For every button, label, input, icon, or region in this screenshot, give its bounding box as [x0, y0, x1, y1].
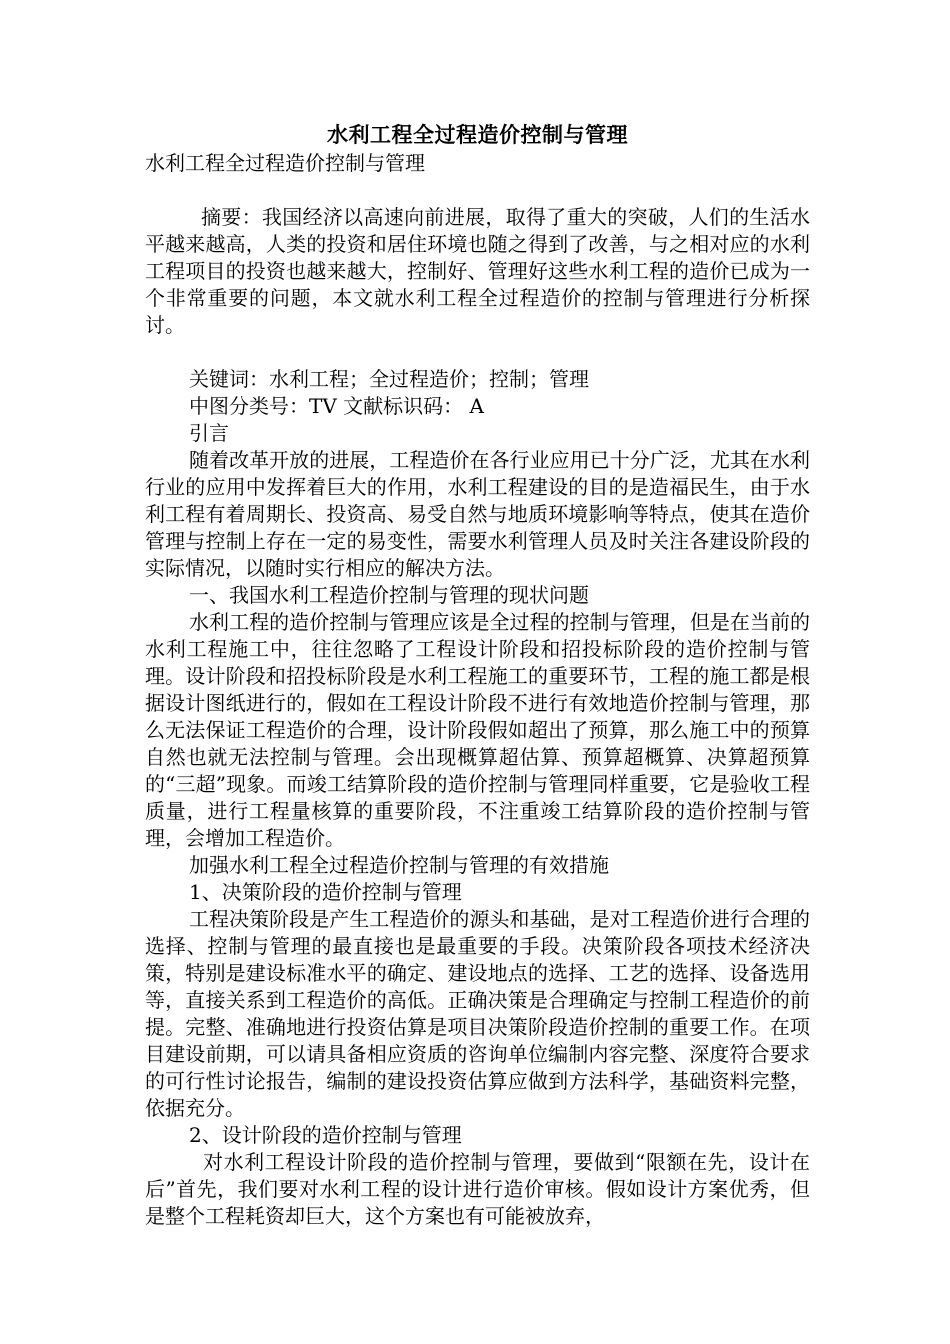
- subsection2-heading: 2、设计阶段的造价控制与管理: [189, 1123, 462, 1147]
- classification-line: 中图分类号：TV 文献标识码： A: [189, 394, 484, 418]
- intro-paragraph: 随着改革开放的进展，工程造价在各行业应用已十分广泛，尤其在水利行业的应用中发挥着巨大的作用，水利工程建设的目的是造福民生，由于水利工程有着周期长、投资高、易受自然与地质环境影响等特点，使其在造价管理与控制上存在一定的易变性，需要水利管理人员及时关注各建设阶段的实际情况，以随时实行相应的解决方法。: [145, 448, 810, 580]
- document-title: 水利工程全过程造价控制与管理: [327, 123, 628, 147]
- section1-heading: 一、我国水利工程造价控制与管理的现状问题: [189, 583, 589, 607]
- subsection1-heading: 1、决策阶段的造价控制与管理: [189, 880, 462, 904]
- subsection2-paragraph: 对水利工程设计阶段的造价控制与管理，要做到“限额在先，设计在后”首先，我们要对水利工程的设计进行造价审核。假如设计方案优秀，但是整个工程耗资却巨大，这个方案也有可能被放弃，: [145, 1150, 810, 1228]
- keywords-line: 关键词：水利工程；全过程造价；控制；管理: [189, 367, 589, 391]
- document-page: [145, 120, 810, 1230]
- subsection1-paragraph: 工程决策阶段是产生工程造价的源头和基础，是对工程造价进行合理的选择、控制与管理的最直接也是最重要的手段。决策阶段各项技术经济决策，特别是建设标准水平的确定、建设地点的选择、工艺的选择、设备选用等，直接关系到工程造价的高低。正确决策是合理确定与控制工程造价的前提。完整、准确地进行投资估算是项目决策阶段造价控制的重要工作。在项目建设前期，可以请具备相应资质的咨询单位编制内容完整、深度符合要求的可行性讨论报告，编制的建设投资估算应做到方法科学，基础资料完整，依据充分。: [145, 907, 810, 1120]
- section1-paragraph: 水利工程的造价控制与管理应该是全过程的控制与管理，但是在当前的水利工程施工中，往往忽略了工程设计阶段和招投标阶段的造价控制与管理。设计阶段和招投标阶段是水利工程施工的重要环节，工程的施工都是根据设计图纸进行的，假如在工程设计阶段不进行有效地造价控制与管理，那么无法保证工程造价的合理，设计阶段假如超出了预算，那么施工中的预算自然也就无法控制与管理。会出现概算超估算、预算超概算、决算超预算的“三超”现象。而竣工结算阶段的造价控制与管理同样重要，它是验收工程质量，进行工程量核算的重要阶段，不注重竣工结算阶段的造价控制与管理，会增加工程造价。: [145, 610, 810, 850]
- intro-heading: 引言: [189, 421, 229, 445]
- spacer: [145, 177, 810, 204]
- section2-heading: 加强水利工程全过程造价控制与管理的有效措施: [189, 853, 609, 877]
- abstract-paragraph: 摘要：我国经济以高速向前进展，取得了重大的突破，人们的生活水平越来越高，人类的投资和居住环境也随之得到了改善，与之相对应的水利工程项目的投资也越来越大，控制好、管理好这些水利工程的造价已成为一个非常重要的问题，本文就水利工程全过程造价的控制与管理进行分析探讨。: [145, 205, 810, 337]
- document-subtitle: 水利工程全过程造价控制与管理: [145, 151, 425, 175]
- spacer: [145, 339, 810, 366]
